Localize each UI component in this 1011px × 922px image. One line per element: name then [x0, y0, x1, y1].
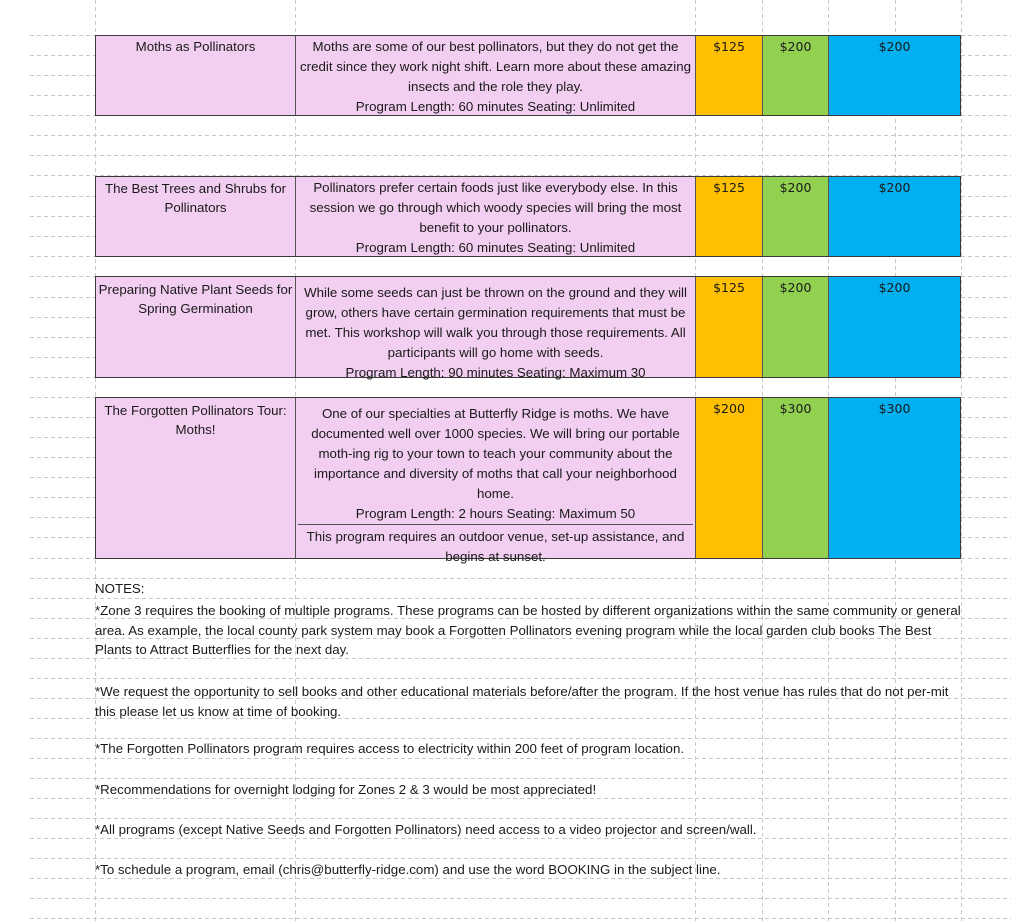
zone2-price-cell[interactable] — [763, 398, 829, 558]
program-description-cell[interactable] — [296, 398, 696, 564]
program-details: Program Length: 60 minutes Seating: Unlimited — [355, 240, 636, 255]
zone3-price: $200 — [878, 180, 911, 195]
zone3-price: $200 — [878, 280, 911, 295]
zone1-price-cell[interactable] — [696, 177, 763, 256]
program-requirement: This program requires an outdoor venue, set-up assistance, and begins at sunset. — [298, 524, 693, 567]
program-title: The Best Trees and Shrubs for Pollinators — [104, 181, 287, 215]
note-item-projector[interactable] — [95, 820, 965, 840]
program-title-cell[interactable] — [96, 177, 296, 256]
program-details: Program Length: 90 minutes Seating: Maximum 30 — [345, 365, 646, 380]
zone1-price-cell[interactable] — [696, 277, 763, 377]
zone1-price: $125 — [713, 39, 745, 54]
zone2-price: $200 — [779, 39, 812, 54]
program-row-moths-as-pollinators — [95, 35, 961, 116]
zone2-price-cell[interactable] — [763, 36, 829, 115]
zone3-price: $200 — [878, 39, 911, 54]
program-description-cell[interactable] — [296, 277, 696, 380]
program-description: Pollinators prefer certain foods just like everybody else. In this session we go through which woody species will bring the most benefit to your pollinators. — [309, 180, 682, 235]
program-description-cell[interactable] — [296, 36, 696, 115]
program-title: Preparing Native Plant Seeds for Spring Germination — [98, 282, 293, 316]
program-title-cell[interactable] — [96, 36, 296, 115]
note-item-lodging[interactable] — [95, 780, 965, 800]
zone3-price: $300 — [878, 401, 911, 416]
zone2-price-cell[interactable] — [763, 177, 829, 256]
program-title: Moths as Pollinators — [135, 39, 256, 54]
program-row-forgotten-pollinators-tour — [95, 397, 961, 564]
program-description: One of our specialties at Butterfly Ridge is moths. We have documented well over 1000 species. We will bring our portable moth-ing rig to your town to teach your community about the importance and diversity of moths that call your neighborhood home. — [311, 406, 680, 501]
zone3-price-cell[interactable] — [829, 277, 960, 377]
zone1-price-cell[interactable] — [696, 398, 763, 558]
program-details: Program Length: 2 hours Seating: Maximum 50 — [355, 506, 636, 521]
program-title-cell[interactable] — [96, 277, 296, 377]
note-text: *All programs (except Native Seeds and Forgotten Pollinators) need access to a video projector and screen/wall. — [95, 822, 757, 837]
zone2-price: $200 — [779, 280, 812, 295]
zone1-price: $125 — [713, 180, 745, 195]
zone3-price-cell[interactable] — [829, 177, 960, 256]
zone2-price: $200 — [779, 180, 812, 195]
zone1-price: $200 — [713, 401, 745, 416]
note-item-zone3[interactable] — [95, 601, 965, 660]
note-text: *We request the opportunity to sell books and other educational materials before/after the program. If the host venue has rules that do not per-mit this please let us know at time of booking. — [95, 684, 949, 719]
program-description: While some seeds can just be thrown on the ground and they will grow, others have certain germination requirements that must be met. This workshop will walk you through those requirements. All participants will go home with seeds. — [304, 285, 687, 360]
zone1-price: $125 — [713, 280, 745, 295]
program-description-cell[interactable] — [296, 177, 696, 256]
note-item-electricity[interactable] — [95, 739, 965, 759]
zone3-price-cell[interactable] — [829, 398, 960, 558]
note-item-schedule[interactable] — [95, 860, 965, 880]
program-title-cell[interactable] — [96, 398, 296, 558]
program-description: Moths are some of our best pollinators, but they do not get the credit since they work night shift. Learn more about these amazing insects and the role they play. — [300, 39, 691, 94]
zone2-price-cell[interactable] — [763, 277, 829, 377]
program-row-native-plant-seeds — [95, 276, 961, 378]
zone2-price: $300 — [779, 401, 812, 416]
note-text: *Zone 3 requires the booking of multiple programs. These programs can be hosted by different organizations within the same community or general area. As example, the local county park system may book a Forgotten Pollinators evening program while the local garden club books The Best Plants to Attract Butterflies for the next day. — [95, 603, 961, 657]
note-text: *To schedule a program, email (chris@butterfly-ridge.com) and use the word BOOKING in the subject line. — [95, 862, 721, 877]
notes-heading[interactable]: NOTES: — [95, 581, 145, 596]
note-text: *Recommendations for overnight lodging for Zones 2 & 3 would be most appreciated! — [95, 782, 597, 797]
program-details: Program Length: 60 minutes Seating: Unlimited — [355, 99, 636, 114]
note-item-sell-books[interactable] — [95, 682, 965, 721]
zone1-price-cell[interactable] — [696, 36, 763, 115]
zone3-price-cell[interactable] — [829, 36, 960, 115]
program-title: The Forgotten Pollinators Tour: Moths! — [104, 403, 287, 437]
note-text: *The Forgotten Pollinators program requires access to electricity within 200 feet of program location. — [95, 741, 685, 756]
program-row-best-trees-and-shrubs — [95, 176, 961, 257]
